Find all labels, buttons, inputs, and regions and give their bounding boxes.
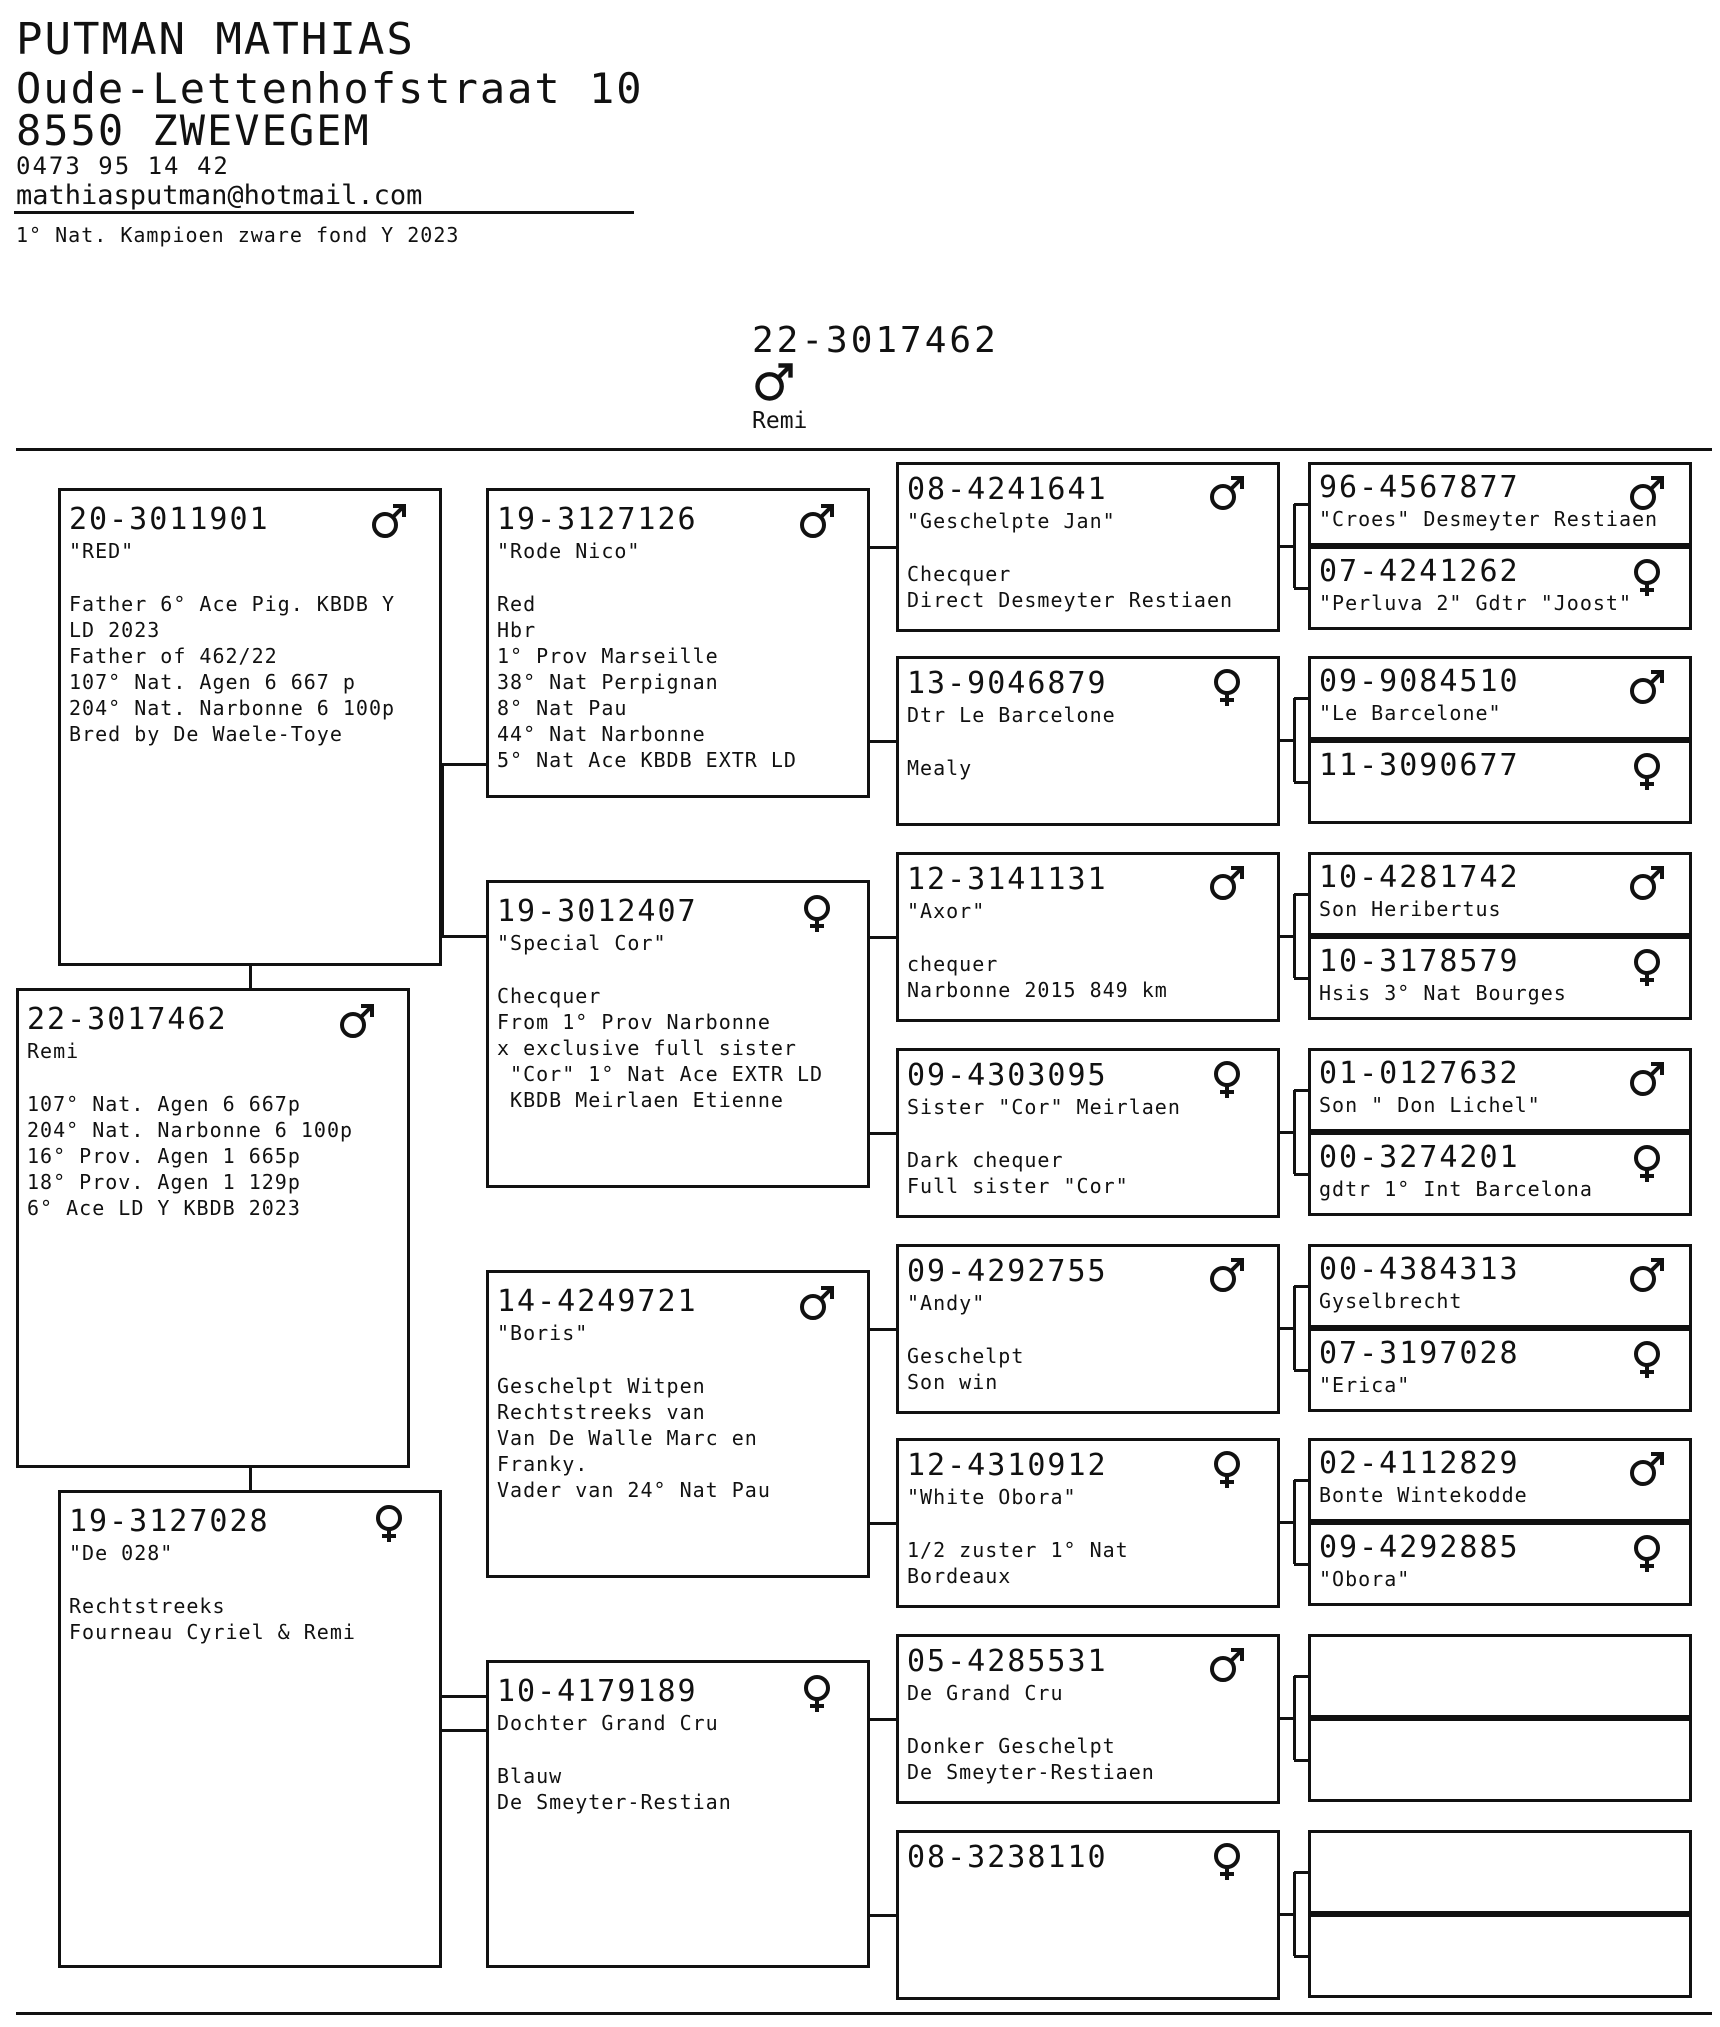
pigeon-name: "White Obora" [907, 1485, 1077, 1509]
ring-number: 10-4281742 [1319, 860, 1520, 895]
note-line: 8° Nat Pau [497, 696, 628, 720]
connector-line [1294, 893, 1308, 896]
pigeon-card-ddsd [1308, 1718, 1692, 1802]
pigeon-card-dddd [1308, 1914, 1692, 1998]
note-line: Checquer [497, 984, 602, 1008]
pigeon-notes [907, 561, 1233, 613]
pigeon-name: Remi [27, 1039, 80, 1063]
note-line: Son win [907, 1370, 999, 1394]
ring-number: 19-3127028 [69, 1504, 270, 1539]
owner-divider [14, 211, 634, 214]
owner-phone: 0473 95 14 42 [16, 152, 230, 180]
pigeon-card-sssd [1308, 546, 1692, 630]
pigeon-notes [907, 1147, 1129, 1199]
subject-name: Remi [752, 408, 808, 434]
connector-line [1294, 1675, 1308, 1678]
pigeon-name: "De 028" [69, 1541, 174, 1565]
pigeon-name: Son " Don Lichel" [1319, 1093, 1541, 1117]
connector-line [870, 1132, 896, 1135]
pigeon-name: "Perluva 2" Gdtr "Joost" [1319, 591, 1632, 615]
note-line: chequer [907, 952, 999, 976]
pigeon-notes [907, 755, 972, 781]
pigeon-name: Bonte Wintekodde [1319, 1483, 1528, 1507]
connector-line [1280, 935, 1294, 938]
note-line: Geschelpt Witpen [497, 1374, 706, 1398]
pigeon-name: "Axor" [907, 899, 986, 923]
pigeon-name: "Erica" [1319, 1373, 1411, 1397]
connector-line [1294, 1871, 1308, 1874]
pigeon-card-sdsd [1308, 936, 1692, 1020]
connector-line [442, 1695, 486, 1698]
male-icon [1207, 863, 1247, 903]
female-icon [1627, 1533, 1667, 1573]
pigeon-card-sss [896, 462, 1280, 632]
connector-line [1280, 1521, 1294, 1524]
pigeon-card-dsd [896, 1438, 1280, 1608]
female-icon [1207, 1059, 1247, 1099]
note-line: Bordeaux [907, 1564, 1012, 1588]
ring-number: 22-3017462 [27, 1002, 228, 1037]
connector-line [1294, 1173, 1308, 1176]
connector-line [1280, 739, 1294, 742]
female-icon [1627, 1339, 1667, 1379]
pigeon-name: Hsis 3° Nat Bourges [1319, 981, 1567, 1005]
female-icon [797, 893, 837, 933]
note-line: 1/2 zuster 1° Nat [907, 1538, 1129, 1562]
female-icon [1207, 1841, 1247, 1881]
male-icon [337, 1001, 377, 1041]
ring-number: 10-3178579 [1319, 944, 1520, 979]
pigeon-card-dam [58, 1490, 442, 1968]
note-line: KBDB Meirlaen Etienne [497, 1088, 784, 1112]
pigeon-notes [497, 1763, 732, 1815]
note-line: Vader van 24° Nat Pau [497, 1478, 771, 1502]
pigeon-card-dss [896, 1244, 1280, 1414]
pigeon-notes [907, 951, 1168, 1003]
male-icon [797, 1283, 837, 1323]
male-icon [1207, 473, 1247, 513]
pigeon-name: "Croes" Desmeyter Restiaen [1319, 507, 1659, 531]
pigeon-notes [497, 983, 823, 1113]
bottom-divider [16, 2012, 1712, 2015]
male-icon [1627, 1059, 1667, 1099]
note-line: 107° Nat. Agen 6 667 p [69, 670, 356, 694]
note-line: Father 6° Ace Pig. KBDB Y [69, 592, 396, 616]
pigeon-card-dssd [1308, 1328, 1692, 1412]
pigeon-name: gdtr 1° Int Barcelona [1319, 1177, 1593, 1201]
connector-line [870, 1718, 896, 1721]
pigeon-card-sddd [1308, 1132, 1692, 1216]
connector-line [1294, 587, 1308, 590]
note-line: 1° Prov Marseille [497, 644, 719, 668]
connector-line [1294, 1479, 1308, 1482]
female-icon [797, 1673, 837, 1713]
connector-line [1280, 1913, 1294, 1916]
pigeon-notes [69, 591, 395, 747]
pigeon-card-sdds [1308, 1048, 1692, 1132]
note-line: "Cor" 1° Nat Ace EXTR LD [497, 1062, 824, 1086]
pigeon-name: De Grand Cru [907, 1681, 1064, 1705]
ring-number: 07-3197028 [1319, 1336, 1520, 1371]
note-line: Rechtstreeks van [497, 1400, 706, 1424]
note-line: 204° Nat. Narbonne 6 100p [27, 1118, 354, 1142]
pigeon-notes [69, 1593, 356, 1645]
connector-line [1294, 1759, 1308, 1762]
ring-number: 00-3274201 [1319, 1140, 1520, 1175]
connector-line [870, 740, 896, 743]
pigeon-name: "Le Barcelone" [1319, 701, 1502, 725]
male-icon [1627, 667, 1667, 707]
note-line: 5° Nat Ace KBDB EXTR LD [497, 748, 797, 772]
note-line: LD 2023 [69, 618, 161, 642]
note-line: 16° Prov. Agen 1 665p [27, 1144, 301, 1168]
connector-line [441, 764, 444, 936]
pigeon-card-ddd [896, 1830, 1280, 2000]
pigeon-card-sd [486, 880, 870, 1188]
connector-line [1280, 1717, 1294, 1720]
note-line: Fourneau Cyriel & Remi [69, 1620, 356, 1644]
connector-line [442, 763, 486, 766]
ring-number: 08-4241641 [907, 472, 1108, 507]
connector-line [1294, 697, 1308, 700]
male-icon [369, 501, 409, 541]
note-line: Hbr [497, 618, 537, 642]
connector-line [1294, 503, 1308, 506]
female-icon [1627, 751, 1667, 791]
connector-line [1294, 977, 1308, 980]
male-icon [1627, 1449, 1667, 1489]
pigeon-card-dsds [1308, 1438, 1692, 1522]
note-line: Dark chequer [907, 1148, 1064, 1172]
male-icon [1207, 1255, 1247, 1295]
male-icon [1627, 1255, 1667, 1295]
pigeon-card-ssss [1308, 462, 1692, 546]
pigeon-card-sds [896, 852, 1280, 1022]
owner-street: Oude-Lettenhofstraat 10 [16, 64, 644, 113]
note-line: Van De Walle Marc en [497, 1426, 758, 1450]
note-line: Red [497, 592, 537, 616]
ring-number: 01-0127632 [1319, 1056, 1520, 1091]
top-divider [16, 448, 1712, 451]
pigeon-name: "Rode Nico" [497, 539, 641, 563]
ring-number: 11-3090677 [1319, 748, 1520, 783]
pigeon-card-dd [486, 1660, 870, 1968]
connector-line [249, 1468, 252, 1492]
female-icon [1627, 557, 1667, 597]
pigeon-name: Dtr Le Barcelone [907, 703, 1116, 727]
pigeon-card-dsdd [1308, 1522, 1692, 1606]
male-icon [797, 501, 837, 541]
pigeon-notes [27, 1091, 353, 1221]
note-line: Father of 462/22 [69, 644, 278, 668]
pigeon-card-sire [58, 488, 442, 966]
ring-number: 02-4112829 [1319, 1446, 1520, 1481]
pigeon-name: "Geschelpte Jan" [907, 509, 1116, 533]
note-line: Narbonne 2015 849 km [907, 978, 1168, 1002]
ring-number: 09-9084510 [1319, 664, 1520, 699]
note-line: Franky. [497, 1452, 589, 1476]
connector-line [870, 1522, 896, 1525]
note-line: Direct Desmeyter Restiaen [907, 588, 1234, 612]
ring-number: 09-4292755 [907, 1254, 1108, 1289]
note-line: 18° Prov. Agen 1 129p [27, 1170, 301, 1194]
pigeon-name: "RED" [69, 539, 135, 563]
pigeon-name: "Obora" [1319, 1567, 1411, 1591]
ring-number: 19-3012407 [497, 894, 698, 929]
note-line: 204° Nat. Narbonne 6 100p [69, 696, 396, 720]
connector-line [870, 936, 896, 939]
note-line: Geschelpt [907, 1344, 1025, 1368]
note-line: Bred by De Waele-Toye [69, 722, 343, 746]
note-line: From 1° Prov Narbonne [497, 1010, 771, 1034]
connector-line [1294, 1563, 1308, 1566]
female-icon [1207, 667, 1247, 707]
male-icon [1627, 863, 1667, 903]
pigeon-name: Dochter Grand Cru [497, 1711, 719, 1735]
ring-number: 09-4292885 [1319, 1530, 1520, 1565]
connector-line [870, 1914, 896, 1917]
ring-number: 96-4567877 [1319, 470, 1520, 505]
owner-title: 1° Nat. Kampioen zware fond Y 2023 [16, 223, 460, 247]
pigeon-card-ssd [896, 656, 1280, 826]
female-icon [1207, 1449, 1247, 1489]
pigeon-card-sdss [1308, 852, 1692, 936]
ring-number: 09-4303095 [907, 1058, 1108, 1093]
female-icon [1627, 947, 1667, 987]
female-icon [369, 1503, 409, 1543]
female-icon [1627, 1143, 1667, 1183]
ring-number: 00-4384313 [1319, 1252, 1520, 1287]
ring-number: 13-9046879 [907, 666, 1108, 701]
pigeon-name: Gyselbrecht [1319, 1289, 1463, 1313]
owner-name: PUTMAN MATHIAS [16, 14, 415, 65]
connector-line [1280, 1327, 1294, 1330]
owner-email: mathiasputman@hotmail.com [16, 180, 423, 211]
connector-line [870, 1328, 896, 1331]
ring-number: 12-3141131 [907, 862, 1108, 897]
connector-line [249, 966, 252, 990]
pigeon-card-ssdd [1308, 740, 1692, 824]
note-line: Blauw [497, 1764, 563, 1788]
pigeon-notes [497, 591, 797, 773]
pigeon-notes [497, 1373, 771, 1503]
pigeon-card-main [16, 988, 410, 1468]
pigeon-name: "Special Cor" [497, 931, 667, 955]
note-line: De Smeyter-Restian [497, 1790, 732, 1814]
ring-number: 07-4241262 [1319, 554, 1520, 589]
subject-male-icon [752, 360, 796, 404]
pigeon-card-dds [896, 1634, 1280, 1804]
pigeon-name: "Boris" [497, 1321, 589, 1345]
ring-number: 14-4249721 [497, 1284, 698, 1319]
pigeon-card-ddss [1308, 1634, 1692, 1718]
note-line: 38° Nat Perpignan [497, 670, 719, 694]
note-line: x exclusive full sister [497, 1036, 797, 1060]
connector-line [1280, 1131, 1294, 1134]
ring-number: 08-3238110 [907, 1840, 1108, 1875]
ring-number: 10-4179189 [497, 1674, 698, 1709]
pigeon-name: "Andy" [907, 1291, 986, 1315]
note-line: Donker Geschelpt [907, 1734, 1116, 1758]
ring-number: 20-3011901 [69, 502, 270, 537]
pigeon-notes [907, 1343, 1024, 1395]
note-line: Mealy [907, 756, 973, 780]
connector-line [1294, 781, 1308, 784]
note-line: Checquer [907, 562, 1012, 586]
connector-line [1280, 545, 1294, 548]
pigeon-card-dsss [1308, 1244, 1692, 1328]
note-line: 6° Ace LD Y KBDB 2023 [27, 1196, 301, 1220]
note-line: Rechtstreeks [69, 1594, 226, 1618]
owner-city: 8550 ZWEVEGEM [16, 106, 371, 155]
ring-number: 05-4285531 [907, 1644, 1108, 1679]
pigeon-name: Sister "Cor" Meirlaen [907, 1095, 1181, 1119]
note-line: Full sister "Cor" [907, 1174, 1129, 1198]
connector-line [870, 546, 896, 549]
note-line: De Smeyter-Restiaen [907, 1760, 1155, 1784]
connector-line [1294, 1089, 1308, 1092]
ring-number: 12-4310912 [907, 1448, 1108, 1483]
connector-line [1294, 1369, 1308, 1372]
pigeon-card-ddds [1308, 1830, 1692, 1914]
note-line: 44° Nat Narbonne [497, 722, 706, 746]
pigeon-notes [907, 1537, 1129, 1589]
note-line: 107° Nat. Agen 6 667p [27, 1092, 301, 1116]
connector-line [1294, 1955, 1308, 1958]
male-icon [1207, 1645, 1247, 1685]
subject-ring-number: 22-3017462 [752, 320, 999, 361]
pigeon-name: Son Heribertus [1319, 897, 1502, 921]
ring-number: 19-3127126 [497, 502, 698, 537]
connector-line [1294, 1285, 1308, 1288]
pigeon-card-sdd [896, 1048, 1280, 1218]
connector-line [442, 935, 486, 938]
pigeon-notes [907, 1733, 1155, 1785]
pigeon-card-ds [486, 1270, 870, 1578]
pigeon-card-ssds [1308, 656, 1692, 740]
connector-line [442, 1729, 486, 1732]
pigeon-card-ss [486, 488, 870, 798]
